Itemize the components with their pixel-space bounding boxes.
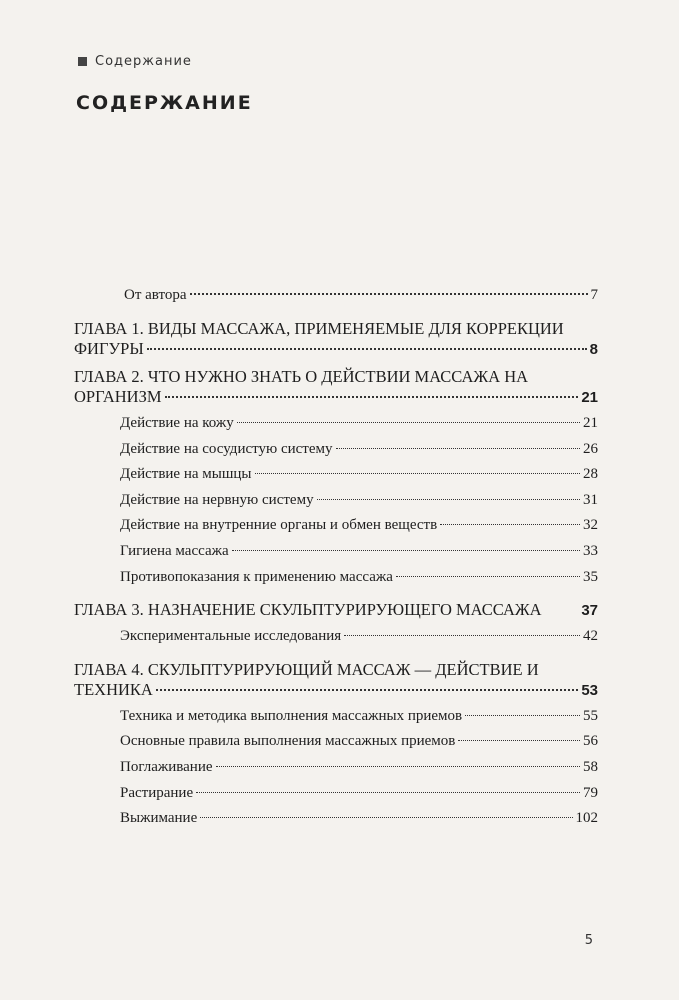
toc-item[interactable] [74, 708, 598, 734]
toc-item-title: Действие на нервную систему [120, 491, 314, 508]
square-bullet-icon [78, 57, 87, 66]
toc-chapter-4[interactable] [74, 660, 598, 700]
toc-item-title: Действие на сосудистую систему [120, 440, 333, 457]
dot-leader [165, 396, 579, 398]
toc-item-title: Растирание [120, 784, 194, 801]
toc-item-page: 21 [583, 415, 598, 431]
dot-leader [147, 348, 587, 350]
dot-leader [336, 448, 581, 449]
toc-item[interactable] [74, 810, 598, 836]
chapter-title-line1: ГЛАВА 4. СКУЛЬПТУРИРУЮЩИЙ МАССАЖ — ДЕЙСТВИЕ И [74, 659, 539, 679]
toc-item[interactable] [74, 569, 598, 595]
dot-leader [344, 635, 580, 636]
running-header [78, 54, 192, 69]
toc-item-page: 42 [583, 628, 598, 645]
toc-item-page: 56 [583, 733, 598, 750]
dot-leader [237, 422, 580, 423]
chapter-title-line1: ГЛАВА 3. НАЗНАЧЕНИЕ СКУЛЬПТУРИРУЮЩЕГО МАССАЖА [74, 600, 542, 620]
toc-item-page: 26 [583, 440, 598, 457]
toc-item[interactable] [74, 785, 598, 811]
toc-item-title: Экспериментальные исследования [120, 628, 342, 645]
table-of-contents [74, 287, 598, 836]
dot-leader [255, 473, 581, 474]
chapter-page: 37 [581, 602, 598, 620]
toc-item-page: 35 [583, 568, 598, 585]
toc-item-title: Выжимание [120, 810, 198, 827]
chapter-page: 53 [581, 681, 598, 699]
toc-entry-title: От автора [124, 287, 187, 303]
toc-item[interactable] [74, 733, 598, 759]
dot-leader [190, 293, 588, 295]
dot-leader [458, 740, 580, 741]
toc-item[interactable] [74, 543, 598, 569]
toc-item-title: Поглаживание [120, 758, 213, 775]
chapter-title-line2: ОРГАНИЗМ [74, 387, 162, 406]
toc-item[interactable] [74, 492, 598, 518]
page-title: СОДЕРЖАНИЕ [76, 92, 253, 114]
toc-item[interactable] [74, 441, 598, 467]
toc-item-title: Техника и методика выполнения массажных приемов [120, 707, 463, 724]
toc-item[interactable] [74, 628, 598, 654]
dot-leader [200, 817, 572, 818]
toc-item-page: 33 [583, 542, 598, 559]
page-number: 5 [584, 933, 593, 948]
toc-item-title: Основные правила выполнения массажных приемов [120, 733, 456, 750]
chapter-title-line2: ТЕХНИКА [74, 679, 153, 699]
dot-leader [196, 792, 580, 793]
chapter-page: 21 [581, 389, 598, 406]
toc-chapter-2[interactable] [74, 367, 598, 407]
toc-item-title: Действие на внутренние органы и обмен веществ [120, 517, 438, 534]
dot-leader [396, 576, 580, 577]
dot-leader [440, 524, 580, 525]
dot-leader [216, 766, 580, 767]
chapter-title-line1: ГЛАВА 1. ВИДЫ МАССАЖА, ПРИМЕНЯЕМЫЕ ДЛЯ КОРРЕКЦИИ [74, 319, 564, 338]
running-title: Содержание [95, 54, 192, 69]
toc-chapter-3[interactable] [74, 600, 598, 620]
dot-leader [465, 715, 580, 716]
chapter-title-line2: ФИГУРЫ [74, 339, 144, 358]
dot-leader [317, 499, 580, 500]
toc-entry-page: 7 [590, 287, 598, 303]
toc-entry-intro[interactable] [74, 287, 598, 313]
toc-item-title: Гигиена массажа [120, 542, 229, 559]
dot-leader [232, 550, 580, 551]
toc-item[interactable] [74, 759, 598, 785]
toc-chapter-1[interactable] [74, 319, 598, 359]
toc-item[interactable] [74, 415, 598, 441]
chapter-title-line1: ГЛАВА 2. ЧТО НУЖНО ЗНАТЬ О ДЕЙСТВИИ МАССАЖА НА [74, 367, 529, 386]
toc-item[interactable] [74, 466, 598, 492]
dot-leader [156, 689, 578, 691]
toc-item-page: 102 [575, 810, 598, 827]
toc-item-page: 28 [583, 466, 598, 483]
toc-item-title: Действие на мышцы [120, 466, 252, 483]
toc-item[interactable] [74, 517, 598, 543]
toc-item-page: 79 [583, 784, 598, 801]
toc-item-page: 31 [583, 491, 598, 508]
toc-item-title: Действие на кожу [120, 415, 234, 431]
toc-item-page: 32 [583, 517, 598, 534]
chapter-page: 8 [589, 341, 598, 358]
toc-item-title: Противопоказания к применению массажа [120, 568, 393, 585]
toc-item-page: 55 [583, 707, 598, 724]
toc-item-page: 58 [583, 758, 598, 775]
